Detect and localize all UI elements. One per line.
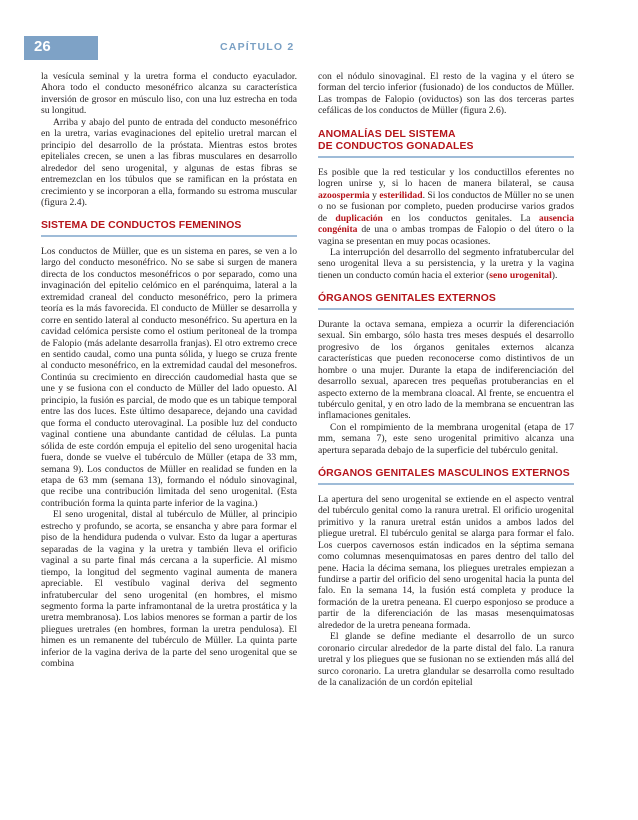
text-run: Es posible que la red testicular y los conductillos eferentes no logren unirse y, si lo hacen de manera bilateral, se causa: [318, 166, 574, 190]
highlight-term: seno urogenital: [489, 269, 552, 281]
paragraph: La apertura del seno urogenital se extiende en el aspecto ventral del tubérculo genital como la ranura uretral. El orificio urogenital primitivo y la ranura uretral están unidos a ambos lados del pliegue uretral. El tubérculo genital se alarga para formar el falo. Los cuerpos cavernosos están indicados en la séptima semana como columnas mesenquimatosas en pares dentro del tallo del pene. Hacia la décima semana, los pliegues uretrales empiezan a fundirse a partir del orificio del seno urogenital hacia la punta del falo. En la semana 14, la fusión está completa y produce la formación de la uretra peneana. El cuerpo esponjoso se produce a partir de la diferenciación de las masas mesenquimatosas alrededor de la uretra peneana formada.: [318, 493, 574, 631]
text-run: . Si los conductos de Müller no se unen o no se fusionan por completo, pueden producirse varios grados de: [318, 189, 574, 224]
text-run: La interrupción del desarrollo del segmento infratubercular del seno urogenital lleva a su persistencia, y la uretra y la vagina tienen un conducto común hacia el exterior (: [318, 246, 574, 281]
text-run: y: [369, 189, 380, 201]
section-heading-anomalies: [318, 129, 574, 158]
highlight-term: ausencia congénita: [318, 212, 574, 236]
heading-line: DE CONDUCTOS GONADALES: [318, 141, 474, 153]
paragraph: la vesícula seminal y la uretra forma el conducto eyaculador. Ahora todo el conducto mesonéfrico alcanza su característica inversión de grosor en músculo liso, con una luz estrecha en toda su longitud.: [41, 71, 297, 117]
text-run: de una o ambas trompas de Falopio o del útero o la vagina se presentan en muy pocas ocasiones.: [318, 224, 574, 247]
left-column: [41, 71, 297, 670]
paragraph: Arriba y abajo del punto de entrada del conducto mesonéfrico en la uretra, varias evaginaciones del epitelio uretral marcan el principio del desarrollo de la próstata. Mientras estos brotes epiteliales crecen, se unen a las fibras musculares en desarrollo alrededor del seno urogenital, y algunas de estas fibras se entremezclan en los túbulos que se ramifican en la próstata en crecimiento y se incorporan a ella, formando su estroma muscular (figura 2.4).: [41, 116, 297, 208]
chapter-label: CAPÍTULO 2: [220, 41, 295, 53]
page-number: 26: [34, 38, 51, 55]
paragraph: con el nódulo sinovaginal. El resto de la vagina y el útero se forman del tercio inferior (fusionado) de los conductos de Müller. Las trompas de Falopio (oviductos) son las dos terceras partes cefálicas de los conductos de Müller (figura 2.6).: [318, 71, 574, 117]
right-column: [318, 71, 574, 688]
section-heading-external-genitalia: ÓRGANOS GENITALES EXTERNOS: [318, 293, 574, 310]
heading-line: ANOMALÍAS DEL SISTEMA: [318, 128, 456, 140]
page-header: [0, 0, 638, 56]
paragraph: [318, 247, 574, 281]
text-run: en los conductos genitales. La: [382, 212, 539, 224]
text-run: ).: [551, 269, 558, 281]
paragraph: El glande se define mediante el desarrollo de un surco coronario circular alrededor de la parte distal del falo. La ranura uretral y los pliegues que se fusionan no se extienden más allá del surco coronario. La uretra glandular se desarrolla como resultado de la canalización de un cordón epitelial: [318, 631, 574, 689]
highlight-term: duplicación: [335, 212, 383, 224]
section-heading-male-external-genitalia: ÓRGANOS GENITALES MASCULINOS EXTERNOS: [318, 468, 574, 485]
highlight-term: azoospermia: [318, 189, 370, 201]
highlight-term: esterilidad: [379, 189, 423, 201]
paragraph: Con el rompimiento de la membrana urogenital (etapa de 17 mm, semana 7), este seno urogenital primitivo alcanza una apertura separada debajo de la superficie del tubérculo genital.: [318, 421, 574, 456]
paragraph: [318, 167, 574, 247]
paragraph: El seno urogenital, distal al tubérculo de Müller, al principio estrecho y profundo, se acorta, se ensancha y abre para formar el piso de la hendidura pudenda o vulvar. Esto da lugar a aperturas separadas de la vagina y la uretra y también lleva el orificio vaginal a su parte final más cercana a la superficie. Al mismo tiempo, la longitud del segmento vaginal aumenta de manera apreciable. El vestíbulo vaginal deriva del segmento infratubercular del seno urogenital (en hombres, el mismo segmento forma la parte inframontanal de la uretra prostática y la uretra membranosa). Los labios menores se forman a partir de los pliegues uretrales (en hombres, forman la uretra pendulosa). El himen es un remanente del tubérculo de Müller. La quinta parte inferior de la vagina deriva de la parte del seno urogenital que se combina: [41, 509, 297, 670]
paragraph: Los conductos de Müller, que es un sistema en pares, se ven a lo largo del conducto mesonéfrico. No se sabe si surgen de manera directa de los conductos mesonéfricos o por separado, como una invaginación del epitelio celómico en el parénquima, lateral a la extremidad craneal del conducto mesonéfrico, pero la primera teoría es la más favorecida. El conducto de Müller se desarrolla y corre en sentido lateral al conducto mesonéfrico. Su apertura en la cavidad celómica persiste como el ostium peritoneal de la trompa de Falopio (más adelante desarrolla franjas). El otro extremo crece en sentido caudal, como una punta sólida, y luego se cruza frente al conducto mesonéfrico, en la extremidad caudal del mesonefros. Continúa su crecimiento en dirección caudomedial hasta que se une y se fusiona con el conducto de Müller del lado opuesto. Al principio, la fusión es parcial, de modo que es un tabique temporal entre las dos luces. Este último desaparece, dejando una cavidad que forma el conducto uterovaginal. La posible luz del conducto vaginal contiene una abundante cantidad de células. La punta sólida de este cordón empuja el epitelio del seno urogenital hacia fuera, donde se vuelve el tubérculo de Müller (etapa de 33 mm, semana 9). Los conductos de Müller en realidad se funden en la etapa de 63 mm (semana 13), formando el nódulo sinovaginal, que recibe una contribución limitada del seno urogenital. (Esta contribución forma la quinta parte inferior de la vagina.): [41, 245, 297, 509]
section-heading-female-ducts: SISTEMA DE CONDUCTOS FEMENINOS: [41, 220, 297, 237]
paragraph: Durante la octava semana, empieza a ocurrir la diferenciación sexual. Sin embargo, sólo hasta tres meses después el desarrollo progresivo de los órganos genitales externos alcanza características que pueden reconocerse como distintivos de un hombre o una mujer. Durante la etapa de indiferenciación del desarrollo sexual, aparecen tres pequeñas protuberancias en el aspecto externo de la membrana cloacal. Al frente, se encuentra el tubérculo genital, y en otro lado de la membrana se encuentran las inflamaciones genitales.: [318, 318, 574, 422]
